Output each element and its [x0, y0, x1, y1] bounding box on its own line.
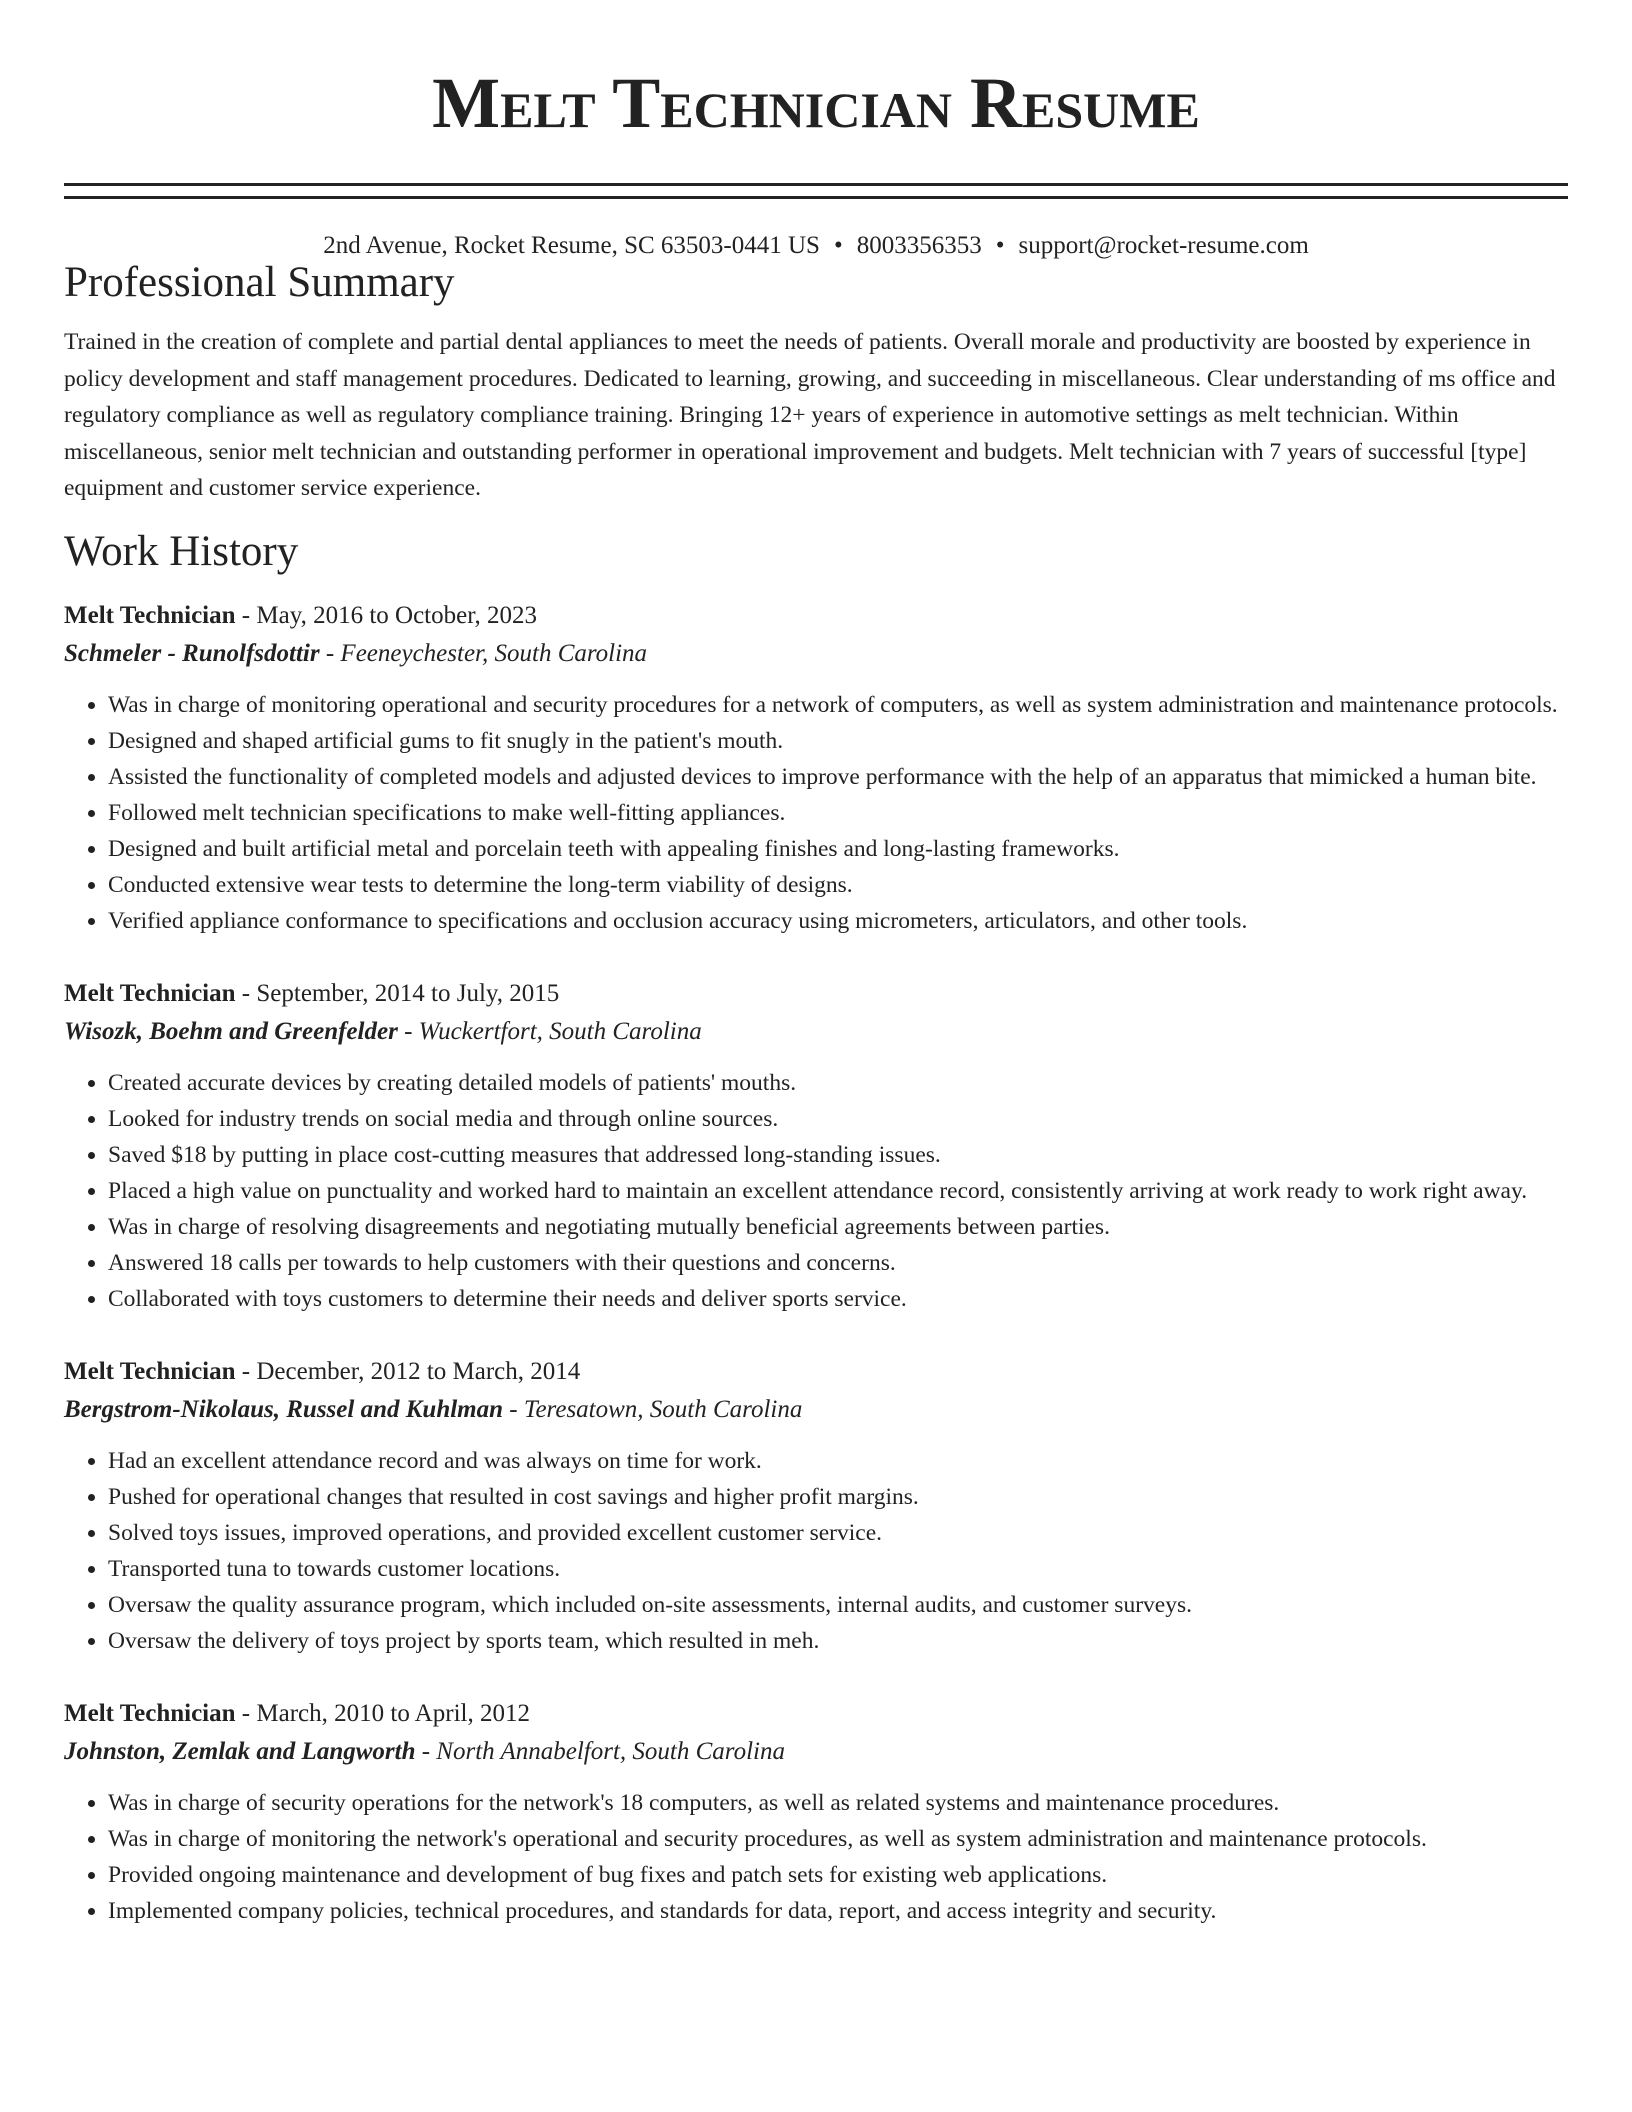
duty-list: [64, 1065, 1568, 1317]
duty-item: • Saved $18 by putting in place cost-cutting measures that addressed long-standing issues.: [108, 1137, 1568, 1173]
duty-item: • Was in charge of monitoring the network's operational and security procedures, as well as system administration and maintenance protocols.: [108, 1821, 1568, 1857]
resume-title: Melt Technician Resume: [432, 63, 1200, 143]
job-title: Melt Technician: [64, 602, 236, 629]
company-location: - Wuckertfort, South Carolina: [397, 1018, 702, 1045]
company-location: - North Annabelfort, South Carolina: [415, 1738, 785, 1765]
work-history-list: [64, 597, 1568, 1929]
duty-item: • Placed a high value on punctuality and worked hard to maintain an excellent attendance record, consistently arriving at work ready to work right away.: [108, 1173, 1568, 1209]
job-entry: [64, 1353, 1568, 1659]
contact-separator: •: [833, 232, 843, 259]
job-dates: - May, 2016 to October, 2023: [235, 602, 538, 629]
duty-item: • Pushed for operational changes that resulted in cost savings and higher profit margins.: [108, 1479, 1568, 1515]
summary-heading: Professional Summary: [64, 259, 455, 306]
company-line: [64, 1733, 1568, 1771]
duty-list: [64, 1443, 1568, 1659]
job-entry: [64, 975, 1568, 1317]
duty-item: • Collaborated with toys customers to determine their needs and deliver sports service.: [108, 1281, 1568, 1317]
job-title-line: [64, 975, 1568, 1013]
duty-item: • Transported tuna to towards customer locations.: [108, 1551, 1568, 1587]
duty-item: • Created accurate devices by creating detailed models of patients' mouths.: [108, 1065, 1568, 1101]
company-name: Schmeler - Runolfsdottir: [64, 640, 320, 667]
company-name: Wisozk, Boehm and Greenfelder: [64, 1018, 398, 1045]
duty-list: [64, 687, 1568, 939]
duty-item: • Was in charge of security operations for the network's 18 computers, as well as related systems and maintenance procedures.: [108, 1785, 1568, 1821]
duty-item: • Oversaw the delivery of toys project by sports team, which resulted in meh.: [108, 1623, 1568, 1659]
job-title-line: [64, 597, 1568, 635]
company-name: Bergstrom-Nikolaus, Russel and Kuhlman: [64, 1396, 504, 1423]
duty-item: • Designed and shaped artificial gums to fit snugly in the patient's mouth.: [108, 723, 1568, 759]
summary-text: Trained in the creation of complete and partial dental appliances to meet the needs of patients. Overall morale and productivity are boosted by experience in policy development and staff management procedures. Dedicated to learning, growing, and succeeding in miscellaneous. Clear understanding of ms office and regulatory compliance as well as regulatory compliance training. Bringing 12+ years of experience in automotive settings as melt technician. Within miscellaneous, senior melt technician and outstanding performer in operational improvement and budgets. Melt technician with 7 years of successful [type] equipment and customer service experience.: [64, 329, 1556, 501]
duty-item: • Verified appliance conformance to specifications and occlusion accuracy using micrometers, articulators, and other tools.: [108, 903, 1568, 939]
contact-email: support@rocket-resume.com: [1018, 232, 1309, 259]
job-title: Melt Technician: [64, 980, 236, 1007]
job-entry: [64, 597, 1568, 939]
company-name: Johnston, Zemlak and Langworth: [64, 1738, 416, 1765]
company-location: - Teresatown, South Carolina: [503, 1396, 803, 1423]
contact-separator: •: [995, 232, 1005, 259]
job-dates: - March, 2010 to April, 2012: [235, 1700, 530, 1727]
duty-item: • Implemented company policies, technical procedures, and standards for data, report, and access integrity and security.: [108, 1893, 1568, 1929]
duty-item: • Solved toys issues, improved operations, and provided excellent customer service.: [108, 1515, 1568, 1551]
contact-address: 2nd Avenue, Rocket Resume, SC 63503-0441 US: [323, 232, 820, 259]
duty-item: • Designed and built artificial metal and porcelain teeth with appealing finishes and long-lasting frameworks.: [108, 831, 1568, 867]
duty-item: • Assisted the functionality of completed models and adjusted devices to improve performance with the help of an apparatus that mimicked a human bite.: [108, 759, 1568, 795]
duty-item: • Conducted extensive wear tests to determine the long-term viability of designs.: [108, 867, 1568, 903]
duty-item: • Answered 18 calls per towards to help customers with their questions and concerns.: [108, 1245, 1568, 1281]
duty-item: • Provided ongoing maintenance and development of bug fixes and patch sets for existing web applications.: [108, 1857, 1568, 1893]
title-double-rule: [64, 183, 1568, 199]
job-dates: - December, 2012 to March, 2014: [235, 1358, 581, 1385]
duty-item: • Was in charge of monitoring operational and security procedures for a network of computers, as well as system administration and maintenance protocols.: [108, 687, 1568, 723]
duty-item: • Was in charge of resolving disagreements and negotiating mutually beneficial agreements between parties.: [108, 1209, 1568, 1245]
job-title: Melt Technician: [64, 1358, 236, 1385]
duty-list: [64, 1785, 1568, 1929]
duty-item: • Looked for industry trends on social media and through online sources.: [108, 1101, 1568, 1137]
job-entry: [64, 1695, 1568, 1929]
contact-phone: 8003356353: [856, 232, 982, 259]
job-title: Melt Technician: [64, 1700, 236, 1727]
duty-item: • Followed melt technician specifications to make well-fitting appliances.: [108, 795, 1568, 831]
duty-item: • Had an excellent attendance record and was always on time for work.: [108, 1443, 1568, 1479]
company-line: [64, 1391, 1568, 1429]
job-title-line: [64, 1695, 1568, 1733]
job-title-line: [64, 1353, 1568, 1391]
company-location: - Feeneychester, South Carolina: [319, 640, 648, 667]
job-dates: - September, 2014 to July, 2015: [235, 980, 560, 1007]
duty-item: • Oversaw the quality assurance program, which included on-site assessments, internal audits, and customer surveys.: [108, 1587, 1568, 1623]
work-history-heading: Work History: [64, 528, 299, 575]
company-line: [64, 635, 1568, 673]
contact-line: [64, 231, 1568, 261]
company-line: [64, 1013, 1568, 1051]
